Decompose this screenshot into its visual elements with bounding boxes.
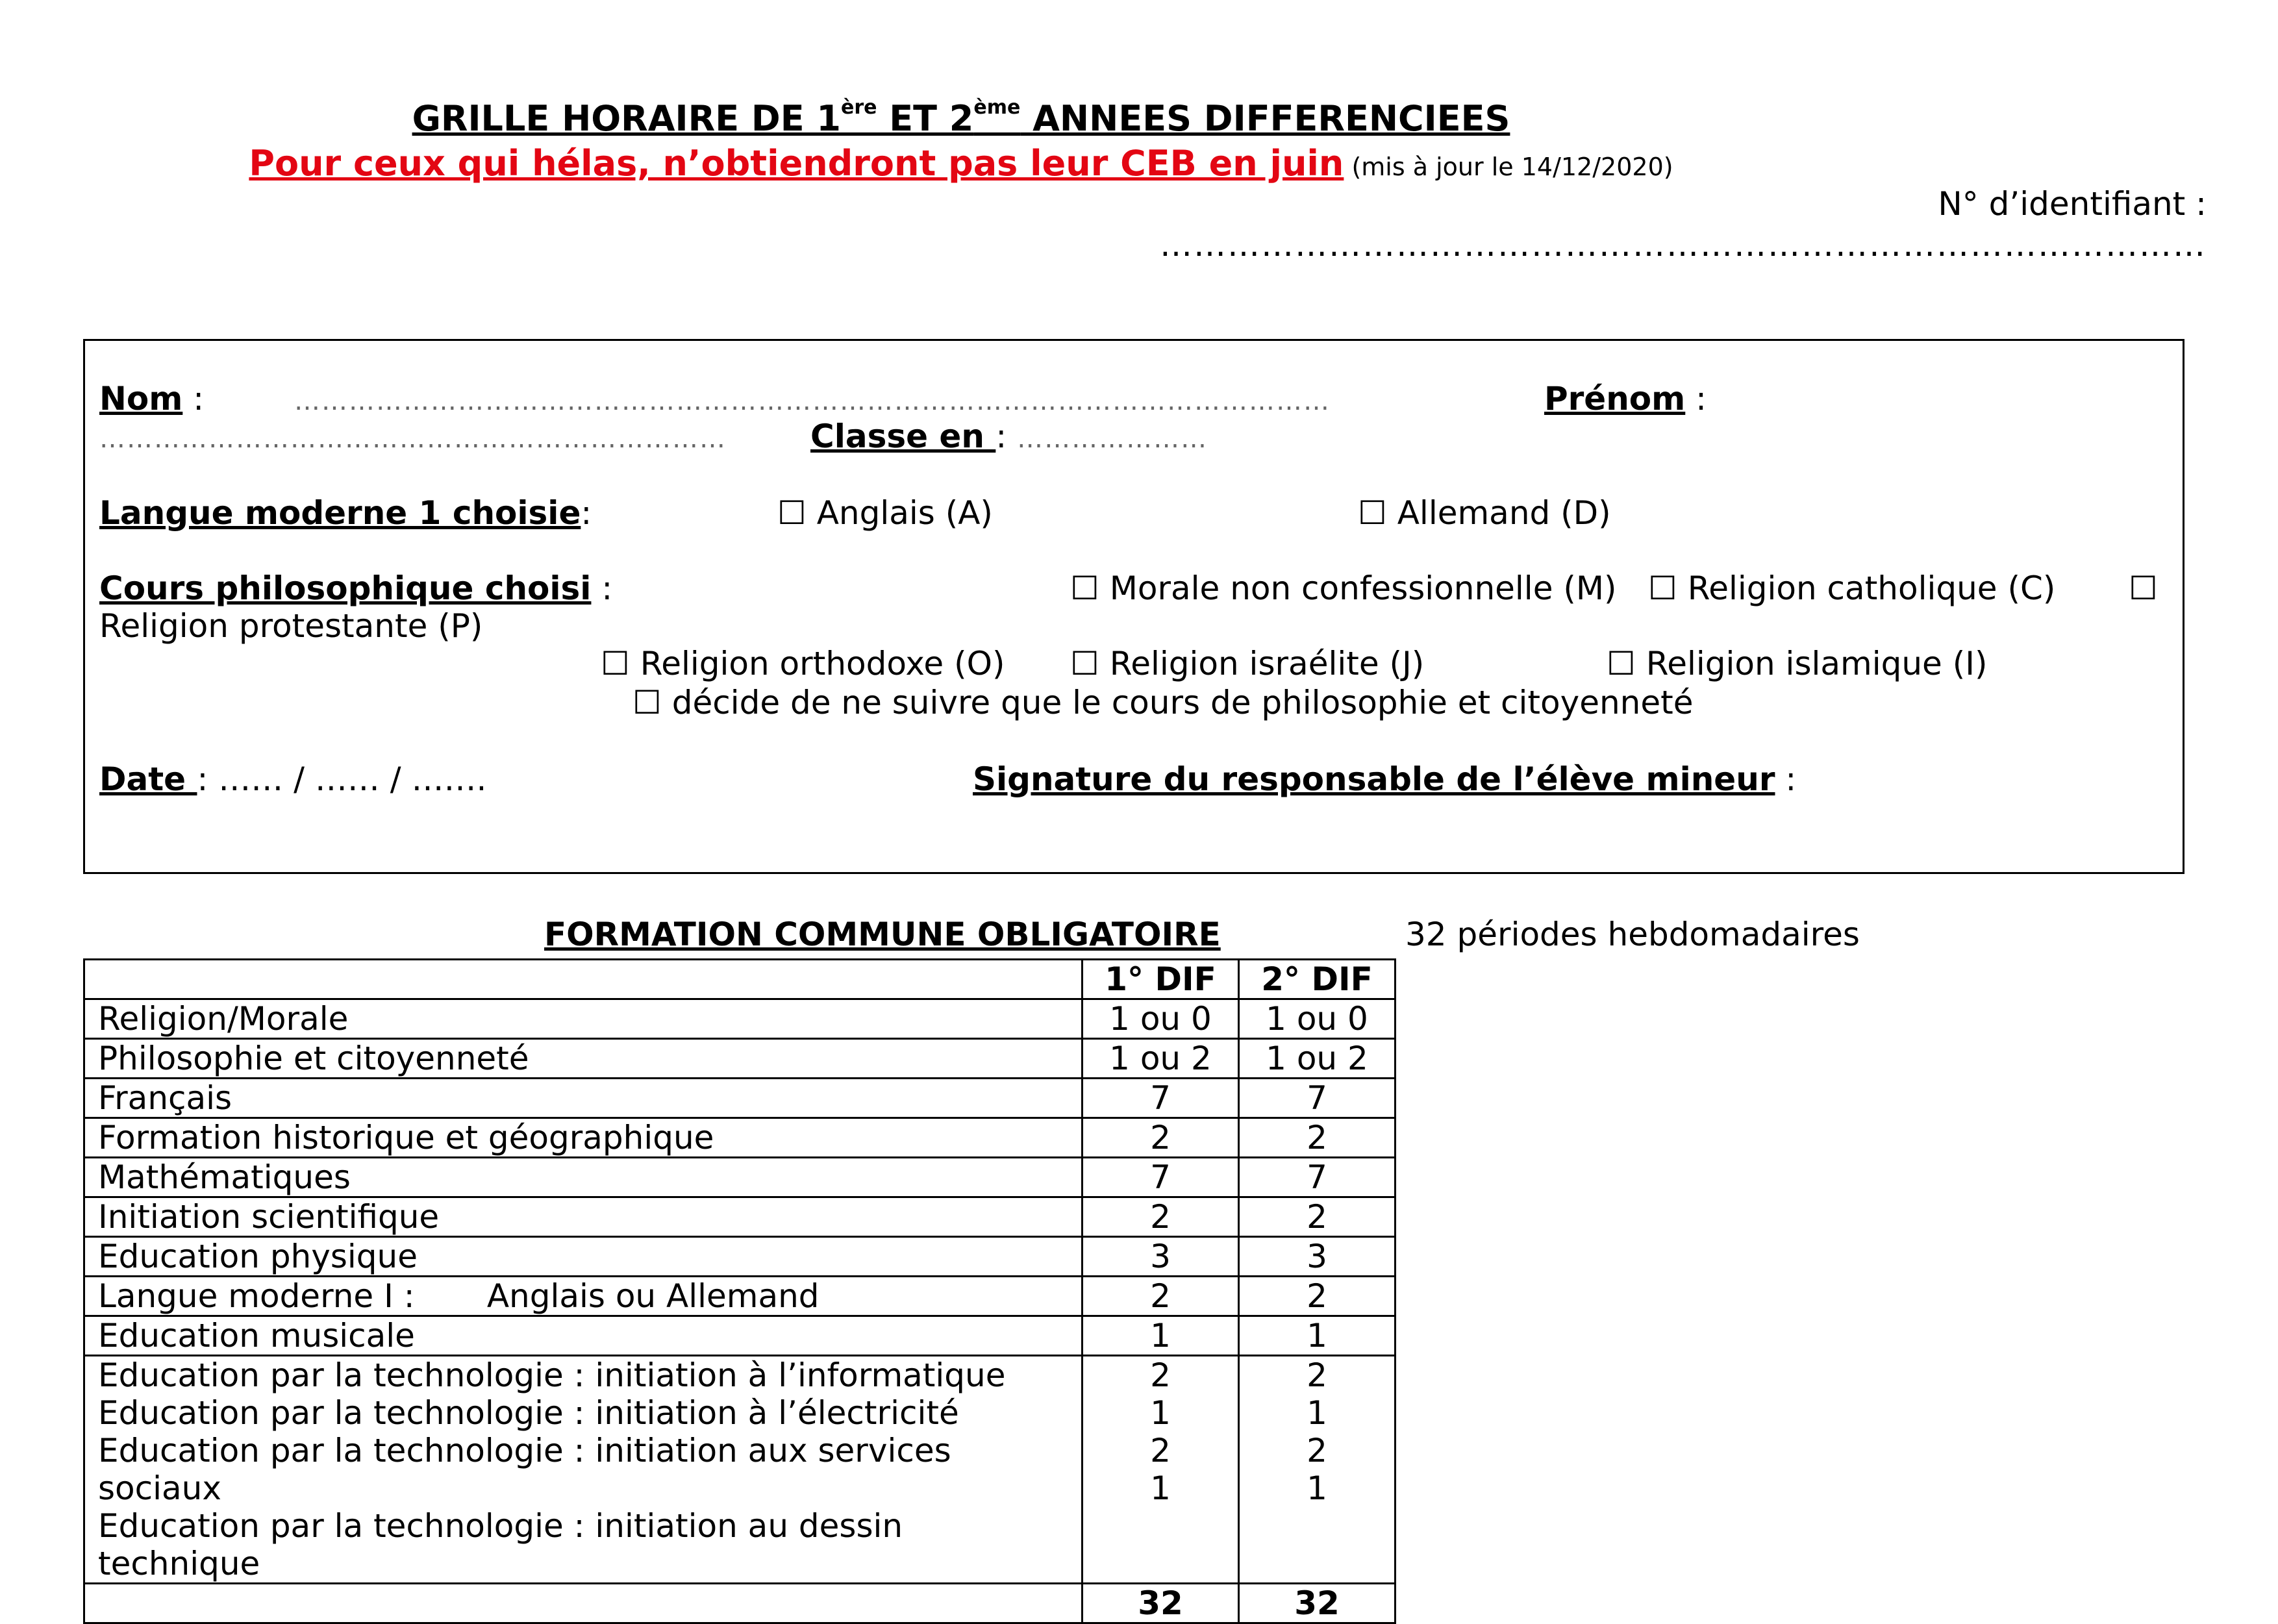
checkbox-orthodoxe[interactable]: ☐ Religion orthodoxe (O) (601, 645, 1005, 682)
table-row-techno (84, 1356, 1396, 1584)
total-label-cell (84, 1584, 1083, 1623)
subtitle (0, 143, 1922, 184)
checkbox-catholique[interactable]: ☐ Religion catholique (C) (1648, 569, 2056, 607)
header-cell-1dif: 1° DIF (1083, 960, 1239, 999)
value-2dif: 7 (1239, 1158, 1396, 1197)
value-2dif: 1 ou 2 (1239, 1039, 1396, 1079)
value-1dif: 1 (1083, 1316, 1239, 1356)
subject-cell: Philosophie et citoyenneté (84, 1039, 1083, 1079)
total-1dif: 32 (1083, 1584, 1239, 1623)
checkbox-islamique[interactable]: ☐ Religion islamique (I) (1607, 645, 1988, 682)
table-row (84, 1039, 1396, 1079)
cours-label: Cours philosophique choisi (99, 569, 592, 607)
nom-label: Nom (99, 380, 183, 418)
table-row (84, 1079, 1396, 1118)
langue-label: Langue moderne 1 choisie (99, 494, 581, 532)
table-row (84, 1237, 1396, 1277)
checkbox-anglais[interactable]: ☐ Anglais (A) (777, 494, 993, 532)
checkbox-morale[interactable]: ☐ Morale non confessionnelle (M) (1070, 569, 1617, 607)
identifier-field[interactable]: ………………………………………………………………………………… (1160, 226, 2207, 264)
techno-line: Education par la technologie : initiation à l’informatique (98, 1356, 1006, 1394)
value-1dif: 1 ou 2 (1083, 1039, 1239, 1079)
update-note: (mis à jour le 14/12/2020) (1344, 153, 1673, 181)
signature-label: Signature du responsable de l’élève mineur (973, 760, 1775, 798)
page-title: GRILLE HORAIRE DE 1ère ET 2ème ANNEES DIFFERENCIEES (412, 96, 1510, 139)
value-1dif: 2 (1083, 1277, 1239, 1316)
cours-row: Cours philosophique choisi : (99, 569, 613, 607)
date-row (99, 760, 486, 798)
date-label: Date (99, 760, 197, 798)
value-2dif: 2 (1239, 1197, 1396, 1237)
table-header-row (84, 960, 1396, 999)
checkbox-philosophie-seule[interactable]: ☐ décide de ne suivre que le cours de philosophie et citoyenneté (632, 684, 1694, 721)
nom-field[interactable]: …………………………………………………………………………………………………… (294, 386, 1331, 416)
value-1dif: 1 ou 0 (1083, 999, 1239, 1039)
techno-values-2dif: 2 1 2 1 (1239, 1356, 1396, 1584)
formation-title: FORMATION COMMUNE OBLIGATOIRE (544, 916, 1221, 953)
identifier-label: N° d’identifiant : (1938, 185, 2207, 223)
classe-row: Classe en : ………………… (810, 418, 1208, 455)
table-row (84, 1316, 1396, 1356)
value-2dif: 7 (1239, 1079, 1396, 1118)
table-row (84, 1277, 1396, 1316)
student-info-box (83, 339, 2184, 874)
checkbox-allemand[interactable]: ☐ Allemand (D) (1358, 494, 1611, 532)
subject-cell: Formation historique et géographique (84, 1118, 1083, 1158)
weekly-periods: 32 périodes hebdomadaires (1405, 916, 1860, 953)
subtitle-warning: Pour ceux qui hélas, n’obtiendront pas leur CEB en juin (249, 143, 1344, 184)
signature-row: Signature du responsable de l’élève mineur : (973, 760, 1797, 798)
date-field[interactable]: : …… / …… / ……. (197, 760, 487, 798)
techno-line: Education par la technologie : initiation aux services (98, 1432, 951, 1469)
subject-cell: Education musicale (84, 1316, 1083, 1356)
protestante-label: Religion protestante (P) (99, 607, 483, 645)
value-1dif: 2 (1083, 1197, 1239, 1237)
subject-cell: Religion/Morale (84, 999, 1083, 1039)
classe-field[interactable]: ………………… (1017, 424, 1208, 454)
header-cell-subject (84, 960, 1083, 999)
table-row (84, 1197, 1396, 1237)
prenom-label: Prénom (1544, 380, 1686, 418)
classe-label: Classe en (810, 418, 996, 455)
value-2dif: 3 (1239, 1237, 1396, 1277)
value-2dif: 1 ou 0 (1239, 999, 1396, 1039)
value-2dif: 1 (1239, 1316, 1396, 1356)
subject-cell: Initiation scientifique (84, 1197, 1083, 1237)
techno-line: technique (98, 1545, 260, 1582)
prenom-field[interactable]: …………………………………………………………… (99, 424, 727, 454)
total-2dif: 32 (1239, 1584, 1396, 1623)
table-row (84, 999, 1396, 1039)
value-1dif: 2 (1083, 1118, 1239, 1158)
langue-row: Langue moderne 1 choisie: (99, 494, 592, 532)
value-1dif: 7 (1083, 1158, 1239, 1197)
schedule-table (83, 958, 1396, 1624)
subject-cell: Education physique (84, 1237, 1083, 1277)
total-row (84, 1584, 1396, 1623)
subject-cell: Français (84, 1079, 1083, 1118)
checkbox-protestante[interactable]: ☐ (2129, 569, 2158, 607)
subject-cell: Mathématiques (84, 1158, 1083, 1197)
value-2dif: 2 (1239, 1277, 1396, 1316)
prenom-row: Prénom : (1544, 380, 1707, 418)
value-2dif: 2 (1239, 1118, 1396, 1158)
nom-row: Nom : (99, 380, 205, 418)
techno-subjects-cell (84, 1356, 1083, 1584)
techno-line: sociaux (98, 1469, 221, 1507)
techno-line: Education par la technologie : initiation à l’électricité (98, 1394, 959, 1432)
checkbox-israelite[interactable]: ☐ Religion israélite (J) (1070, 645, 1425, 682)
value-1dif: 7 (1083, 1079, 1239, 1118)
value-1dif: 3 (1083, 1237, 1239, 1277)
table-row (84, 1158, 1396, 1197)
header-cell-2dif: 2° DIF (1239, 960, 1396, 999)
table-row (84, 1118, 1396, 1158)
subject-cell: Langue moderne I : Anglais ou Allemand (84, 1277, 1083, 1316)
techno-values-1dif: 2 1 2 1 (1083, 1356, 1239, 1584)
techno-line: Education par la technologie : initiation au dessin (98, 1507, 903, 1545)
